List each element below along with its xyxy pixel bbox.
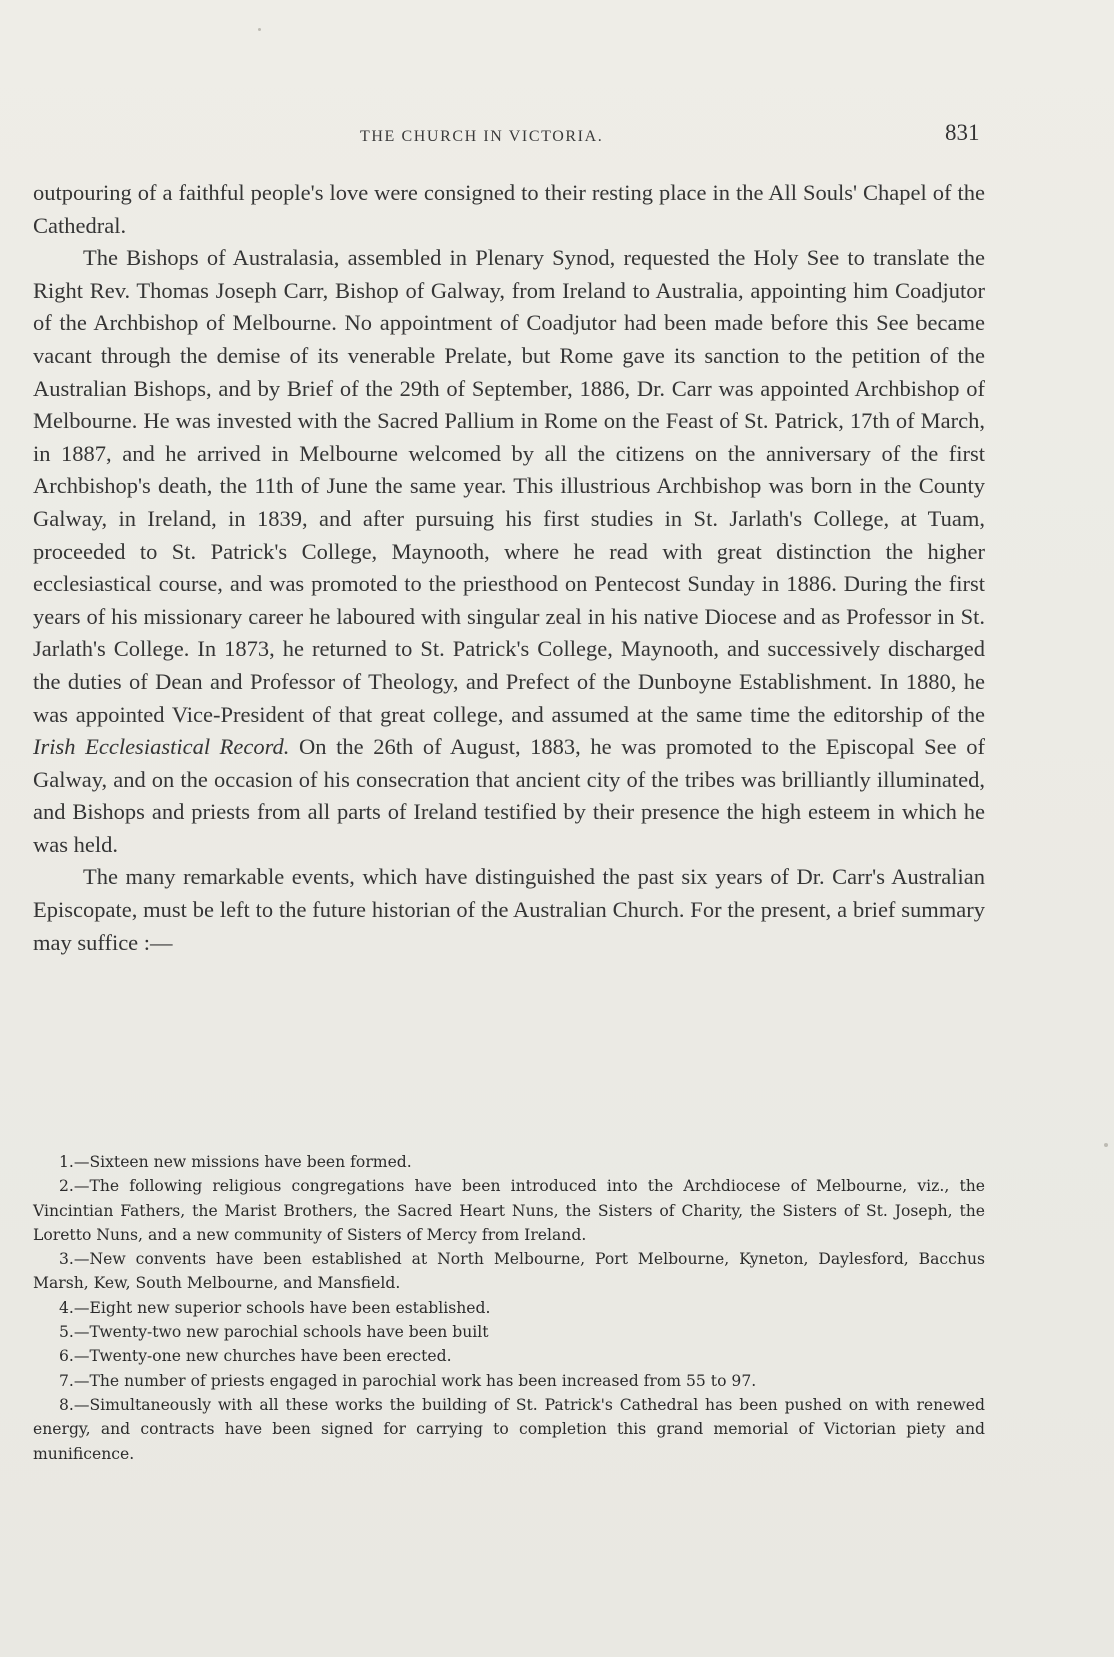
page-header (0, 120, 1114, 160)
list-item: 8.—Simultaneously with all these works the building of St. Patrick's Cathedral has been pushed on with renewed energy, and contracts have been signed for carrying to completion this grand memorial of Victorian piety and munificence. (33, 1395, 985, 1463)
list-item: 5.—Twenty-two new parochial schools have been built (59, 1323, 489, 1342)
main-text (33, 177, 985, 959)
list-item: 4.—Eight new superior schools have been established. (59, 1298, 491, 1317)
summary-list (33, 1150, 985, 1466)
scan-speck (258, 28, 261, 31)
page-number: 831 (945, 120, 980, 145)
running-title: THE CHURCH IN VICTORIA. (360, 128, 604, 145)
list-item: 2.—The following religious congregations have been introduced into the Archdiocese of Melbourne, viz., the Vincintian Fathers, the Marist Brothers, the Sacred Heart Nuns, the Sisters of Charity, the Sisters of St. Joseph, the Loretto Nuns, and a new community of Sisters of Mercy from Ireland. (33, 1177, 985, 1244)
paragraph-text: The Bishops of Australasia, assembled in Plenary Synod, requested the Holy See to translate the Right Rev. Thomas Joseph Carr, Bishop of Galway, from Ireland to Australia, appointing him Coadjutor of the Archbishop of Melbourne. No appointment of Coadjutor had been made before this See became vacant through the demise of its venerable Prelate, but Rome gave its sanction to the petition of the Australian Bishops, and by Brief of the 29th of September, 1886, Dr. Carr was appointed Archbishop of Melbourne. He was invested with the Sacred Pallium in Rome on the Feast of St. Patrick, 17th of March, in 1887, and he arrived in Melbourne welcomed by all the citizens on the anniversary of the first Archbishop's death, the 11th of June the same year. This illustrious Archbishop was born in the County Galway, in Ireland, in 1839, and after pursuing his first studies in St. Jarlath's College, at Tuam, proceeded to St. Patrick's College, Maynooth, where he read with great distinction the higher ecclesiastical course, and was promoted to the priesthood on Pentecost Sunday in 1886. During the first years of his missionary career he laboured with singular zeal in his native Diocese and as Professor in St. Jarlath's College. In 1873, he returned to St. Patrick's College, Maynooth, and successively discharged the duties of Dean and Professor of Theology, and Prefect of the Dunboyne Establishment. In 1880, he was appointed Vice-President of that great college, and assumed at the same time the editorship of the (33, 245, 985, 727)
paragraph-continuation: outpouring of a faithful people's love were consigned to their resting place in the All Souls' Chapel of the Cathedral. (33, 180, 985, 238)
list-item: 3.—New convents have been established at North Melbourne, Port Melbourne, Kyneton, Daylesford, Bacchus Marsh, Kew, South Melbourne, and Mansfield. (33, 1250, 985, 1293)
publication-title: Irish Ecclesiastical Record. (33, 734, 290, 760)
list-item: 7.—The number of priests engaged in parochial work has been increased from 55 to 97. (59, 1371, 757, 1390)
list-item: 6.—Twenty-one new churches have been erected. (59, 1347, 452, 1366)
paragraph-summary-intro: The many remarkable events, which have distinguished the past six years of Dr. Carr's Australian Episcopate, must be left to the future historian of the Australian Church. For the present, a brief summary may suffice :— (33, 864, 985, 955)
scan-speck (1104, 1143, 1108, 1147)
paragraph-text-end: On the 26th of August, 1883, he was promoted to the Episcopal See of Galway, and on the occasion of his consecration that ancient city of the tribes was brilliantly illuminated, and Bishops and priests from all parts of Ireland testified by their presence the high esteem in which he was held. (33, 734, 986, 857)
list-item: 1.—Sixteen new missions have been formed. (59, 1153, 412, 1171)
paragraph-carr-biography (33, 242, 985, 861)
